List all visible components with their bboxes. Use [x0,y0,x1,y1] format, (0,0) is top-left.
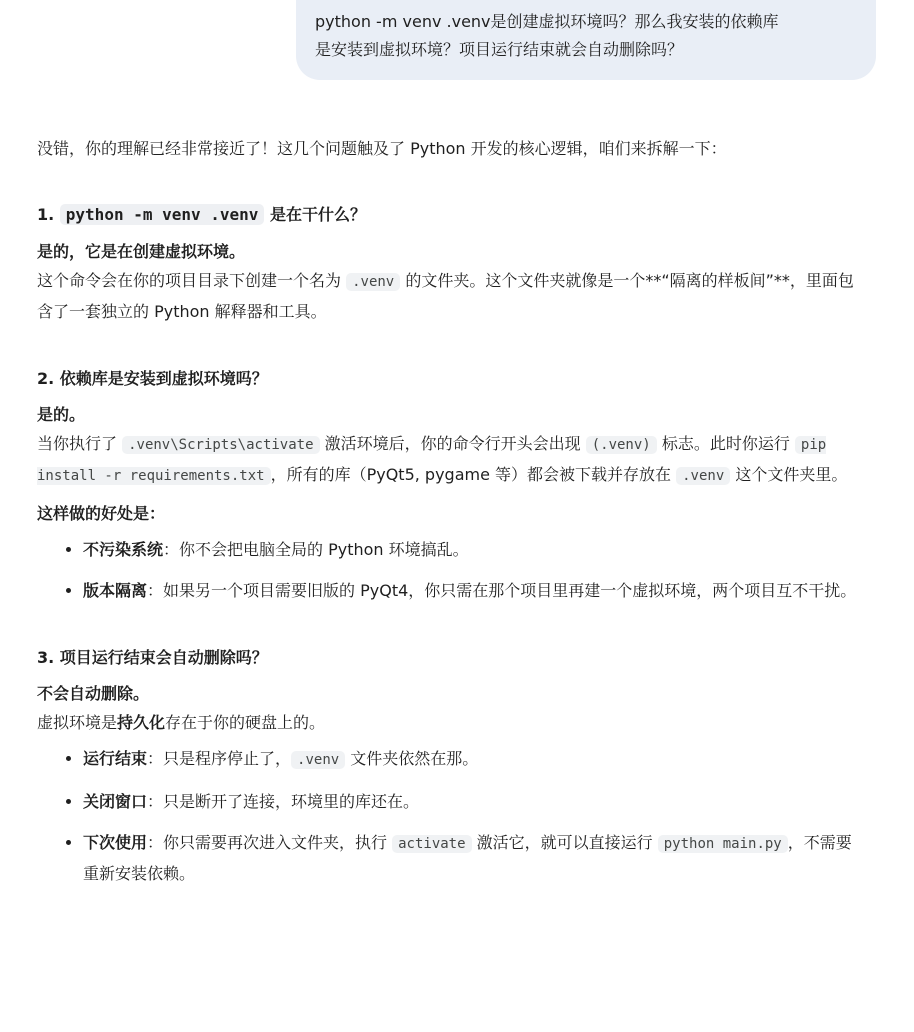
usage-list [37,744,867,888]
section-2-text-e: 这个文件夹里。 [730,465,848,484]
benefit-text: ：你不会把电脑全局的 Python 环境搞乱。 [163,540,469,559]
section-2-text-c: 标志。此时你运行 [656,434,795,453]
section-3-bold: 持久化 [117,713,166,732]
benefit-label: 版本隔离 [83,581,148,600]
section-2-text-d: ，所有的库（PyQt5, pygame 等）都会被下载并存放在 [270,465,677,484]
user-message-bubble [296,0,876,80]
section-1-answer: 是的，它是在创建虚拟环境。 [37,242,246,261]
section-2-text-b: 激活环境后，你的命令行开头会出现 [319,434,586,453]
section-2-text-a: 当你执行了 [37,434,123,453]
user-message-line-2: 是安装到虚拟环境？项目运行结束就会自动删除吗？ [315,40,684,59]
benefit-label: 不污染系统 [83,540,164,559]
usage-text: ：你只需要再次进入文件夹，执行 [147,833,393,852]
list-item [83,744,867,775]
usage-text: ：只是断开了连接，环境里的库还在。 [147,792,420,811]
usage-code-activate: activate [392,835,471,853]
benefits-list [37,535,867,605]
list-item [83,787,867,816]
section-3-heading: 3. 项目运行结束会自动删除吗？ [37,648,268,667]
section-2-heading: 2. 依赖库是安装到虚拟环境吗？ [37,369,268,388]
assistant-response [37,134,867,900]
section-3-answer: 不会自动删除。 [37,684,150,703]
section-3-body [37,708,867,737]
section-2-code-venv-prefix: (.venv) [586,436,657,454]
usage-text-c: ，不需要重新安装依赖。 [83,833,852,883]
usage-code-venv: .venv [291,751,345,769]
usage-code-run: python main.py [658,835,788,853]
list-item [83,576,867,605]
usage-text-b: 文件夹依然在那。 [345,749,479,768]
section-1-heading-code: python -m venv .venv [60,204,265,225]
section-2-code-venv: .venv [676,467,730,485]
usage-label: 运行结束 [83,749,148,768]
list-item [83,535,867,564]
list-item [83,828,867,888]
section-2-body [37,429,867,491]
usage-label: 下次使用 [83,833,148,852]
user-message-line-1: python -m venv .venv是创建虚拟环境吗？那么我安装的依赖库 [315,12,779,31]
section-3-text-a: 虚拟环境是 [37,713,118,732]
section-1-text-b: 的文件夹。这个文件夹就像是一个**“隔离的样板间”**，里面包含了一套独立的 Python 解释器和工具。 [37,271,854,321]
section-1-heading-prefix: 1. [37,205,60,224]
section-1-heading [37,200,867,229]
section-3-text-b: 存在于你的硬盘上的。 [165,713,326,732]
section-1-text-a: 这个命令会在你的项目目录下创建一个名为 [37,271,347,290]
benefits-title: 这样做的好处是： [37,504,166,523]
response-intro: 没错，你的理解已经非常接近了！这几个问题触及了 Python 开发的核心逻辑，咱们来拆解一下： [37,139,727,158]
section-1-code-venv: .venv [346,273,400,291]
usage-text-b: 激活它，就可以直接运行 [471,833,658,852]
section-1-heading-suffix: 是在干什么？ [264,205,367,224]
section-1-body [37,266,867,326]
section-2-answer: 是的。 [37,405,86,424]
benefit-text: ：如果另一个项目需要旧版的 PyQt4，你只需在那个项目里再建一个虚拟环境，两个项目互不干扰。 [147,581,857,600]
section-2-code-activate: .venv\Scripts\activate [122,436,319,454]
usage-text: ：只是程序停止了， [147,749,292,768]
section-2-code-pip: pip install -r requirements.txt [37,437,827,484]
usage-label: 关闭窗口 [83,792,148,811]
